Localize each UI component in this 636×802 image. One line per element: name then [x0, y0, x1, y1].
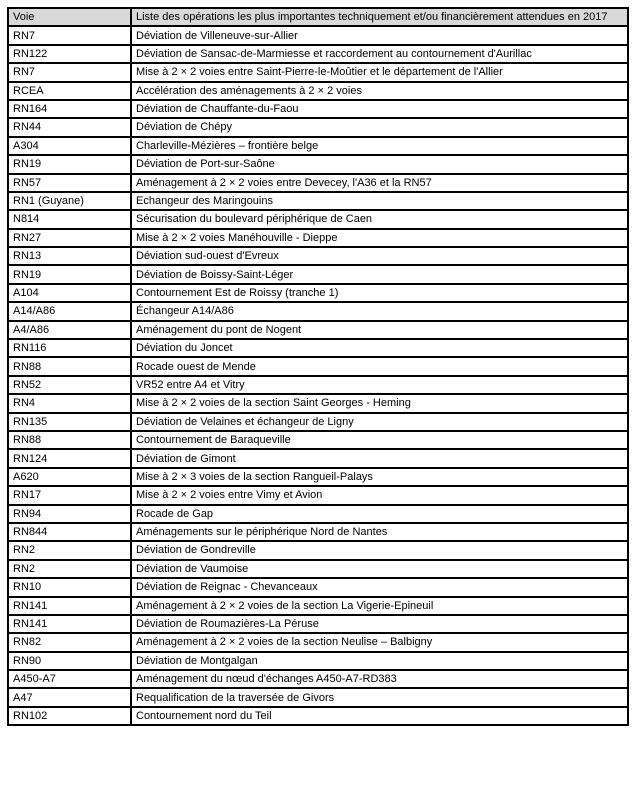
voie-cell: A304 [8, 137, 131, 155]
voie-cell: RN122 [8, 45, 131, 63]
table-row [8, 431, 628, 449]
voie-cell: RN13 [8, 247, 131, 265]
voie-cell: RN102 [8, 707, 131, 725]
operation-cell: Déviation de Villeneuve-sur-Allier [131, 26, 628, 44]
table-header [8, 8, 628, 26]
operation-cell: Déviation de Montgalgan [131, 652, 628, 670]
voie-cell: RN2 [8, 560, 131, 578]
voie-cell: A4/A86 [8, 321, 131, 339]
voie-cell: RN1 (Guyane) [8, 192, 131, 210]
table-row [8, 26, 628, 44]
table-row [8, 82, 628, 100]
voie-cell: RN2 [8, 541, 131, 559]
voie-cell: RN19 [8, 265, 131, 283]
operation-cell: Déviation de Gimont [131, 449, 628, 467]
operation-cell: Requalification de la traversée de Givors [131, 688, 628, 706]
table-row [8, 302, 628, 320]
operation-cell: Déviation du Joncet [131, 339, 628, 357]
operation-cell: Déviation de Roumazières-La Péruse [131, 615, 628, 633]
voie-cell: RN88 [8, 357, 131, 375]
operation-cell: Charleville-Mézières – frontière belge [131, 137, 628, 155]
operation-cell: Echangeur des Maringouins [131, 192, 628, 210]
operation-cell: Mise à 2 × 3 voies de la section Rangueil-Palays [131, 468, 628, 486]
table-row [8, 247, 628, 265]
voie-cell: RN88 [8, 431, 131, 449]
voie-cell: RN82 [8, 633, 131, 651]
operation-cell: Aménagement du pont de Nogent [131, 321, 628, 339]
table-row [8, 118, 628, 136]
table-row [8, 413, 628, 431]
table-row [8, 63, 628, 81]
voie-cell: RN141 [8, 615, 131, 633]
table-row [8, 578, 628, 596]
voie-cell: RCEA [8, 82, 131, 100]
table-row [8, 192, 628, 210]
voie-cell: N814 [8, 210, 131, 228]
table-row [8, 523, 628, 541]
voie-cell: RN17 [8, 486, 131, 504]
header-cell-voie: Voie [8, 8, 131, 26]
operation-cell: Sécurisation du boulevard périphérique de Caen [131, 210, 628, 228]
table-row [8, 505, 628, 523]
table-row [8, 615, 628, 633]
operation-cell: Échangeur A14/A86 [131, 302, 628, 320]
operation-cell: Déviation de Port-sur-Saône [131, 155, 628, 173]
table-row [8, 45, 628, 63]
table-row [8, 633, 628, 651]
table-row [8, 357, 628, 375]
table-row [8, 449, 628, 467]
table-row [8, 339, 628, 357]
table-row [8, 229, 628, 247]
voie-cell: RN10 [8, 578, 131, 596]
header-row [8, 8, 628, 26]
operation-cell: Mise à 2 × 2 voies entre Saint-Pierre-le-Moûtier et le département de l'Allier [131, 63, 628, 81]
table-row [8, 174, 628, 192]
table-row [8, 670, 628, 688]
operation-cell: Aménagement à 2 × 2 voies entre Devecey, l'A36 et la RN57 [131, 174, 628, 192]
operation-cell: Contournement de Baraqueville [131, 431, 628, 449]
table-row [8, 597, 628, 615]
voie-cell: RN27 [8, 229, 131, 247]
voie-cell: RN135 [8, 413, 131, 431]
operation-cell: Mise à 2 × 2 voies de la section Saint Georges - Heming [131, 394, 628, 412]
operation-cell: Mise à 2 × 2 voies entre Vimy et Avion [131, 486, 628, 504]
table-row [8, 284, 628, 302]
operation-cell: Déviation de Boissy-Saint-Léger [131, 265, 628, 283]
table-row [8, 137, 628, 155]
operation-cell: Rocade de Gap [131, 505, 628, 523]
voie-cell: RN164 [8, 100, 131, 118]
operation-cell: Déviation de Chépy [131, 118, 628, 136]
table-body [8, 26, 628, 725]
voie-cell: RN57 [8, 174, 131, 192]
table-row [8, 100, 628, 118]
operation-cell: Déviation de Reignac - Chevanceaux [131, 578, 628, 596]
header-cell-operations: Liste des opérations les plus importantes techniquement et/ou financièrement attendues en 2017 [131, 8, 628, 26]
operation-cell: Déviation de Velaines et échangeur de Ligny [131, 413, 628, 431]
voie-cell: RN90 [8, 652, 131, 670]
table-row [8, 688, 628, 706]
voie-cell: A14/A86 [8, 302, 131, 320]
voie-cell: A47 [8, 688, 131, 706]
operation-cell: Aménagements sur le périphérique Nord de Nantes [131, 523, 628, 541]
table-row [8, 560, 628, 578]
voie-cell: A620 [8, 468, 131, 486]
table-row [8, 265, 628, 283]
operations-table [7, 7, 629, 726]
table-row [8, 376, 628, 394]
voie-cell: RN94 [8, 505, 131, 523]
voie-cell: A450-A7 [8, 670, 131, 688]
voie-cell: RN124 [8, 449, 131, 467]
table-row [8, 394, 628, 412]
operation-cell: Aménagement du nœud d'échanges A450-A7-RD383 [131, 670, 628, 688]
operation-cell: Aménagement à 2 × 2 voies de la section La Vigerie-Epineuil [131, 597, 628, 615]
table-row [8, 707, 628, 725]
operation-cell: Déviation de Chauffante-du-Faou [131, 100, 628, 118]
operation-cell: Aménagement à 2 × 2 voies de la section Neulise – Balbigny [131, 633, 628, 651]
table-row [8, 210, 628, 228]
operation-cell: Déviation de Gondreville [131, 541, 628, 559]
voie-cell: RN844 [8, 523, 131, 541]
operation-cell: Contournement nord du Teil [131, 707, 628, 725]
voie-cell: RN52 [8, 376, 131, 394]
table-row [8, 155, 628, 173]
voie-cell: RN19 [8, 155, 131, 173]
voie-cell: RN4 [8, 394, 131, 412]
operation-cell: Déviation de Vaumoise [131, 560, 628, 578]
table-row [8, 652, 628, 670]
voie-cell: RN44 [8, 118, 131, 136]
voie-cell: RN116 [8, 339, 131, 357]
voie-cell: RN141 [8, 597, 131, 615]
table-row [8, 321, 628, 339]
operation-cell: Déviation sud-ouest d'Evreux [131, 247, 628, 265]
operation-cell: Contournement Est de Roissy (tranche 1) [131, 284, 628, 302]
voie-cell: A104 [8, 284, 131, 302]
table-row [8, 486, 628, 504]
operation-cell: VR52 entre A4 et Vitry [131, 376, 628, 394]
operation-cell: Déviation de Sansac-de-Marmiesse et raccordement au contournement d'Aurillac [131, 45, 628, 63]
voie-cell: RN7 [8, 63, 131, 81]
operation-cell: Accélération des aménagements à 2 × 2 voies [131, 82, 628, 100]
operation-cell: Mise à 2 × 2 voies Manéhouville - Dieppe [131, 229, 628, 247]
table-row [8, 541, 628, 559]
table-row [8, 468, 628, 486]
operation-cell: Rocade ouest de Mende [131, 357, 628, 375]
voie-cell: RN7 [8, 26, 131, 44]
